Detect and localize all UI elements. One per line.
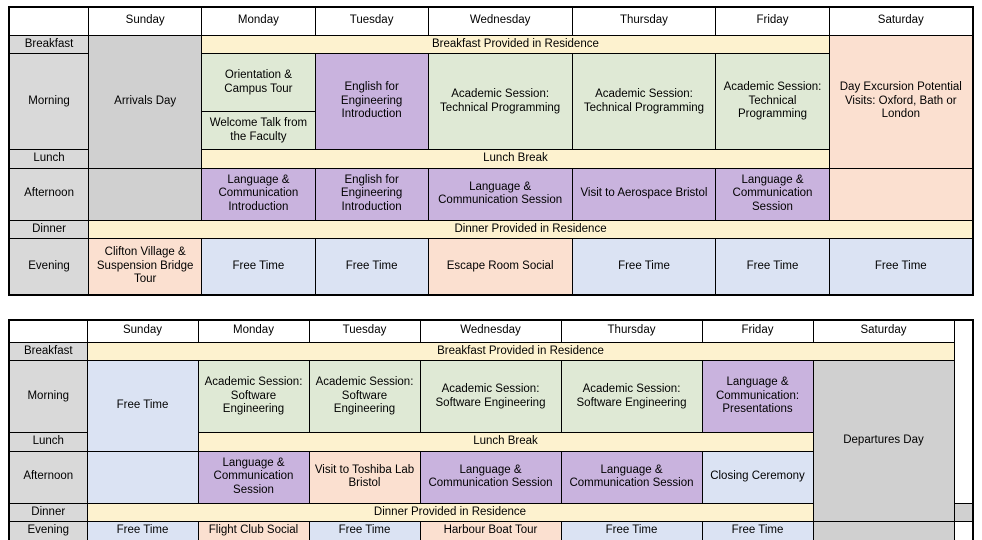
cell-wednesday-morning-software: Academic Session: Software Engineering [420,361,561,433]
afternoon-row [9,168,973,220]
cell-thursday-morning-software: Academic Session: Software Engineering [561,361,702,433]
week-1-schedule-table [8,6,974,296]
cell-tuesday-morning-software: Academic Session: Software Engineering [309,361,420,433]
row-label-afternoon: Afternoon [9,168,89,220]
cell-tuesday-morning-english: English for Engineering Introduction [315,54,428,150]
cell-tuesday-evening-free-2: Free Time [309,522,420,540]
cell-tuesday-evening-free: Free Time [315,239,428,295]
cell-breakfast-provided-2: Breakfast Provided in Residence [87,342,954,361]
breakfast-row [9,35,973,54]
cell-thursday-evening-free-2: Free Time [561,522,702,540]
header-wednesday-2: Wednesday [420,320,561,342]
cell-wednesday-afternoon-language-2: Language & Communication Session [420,451,561,503]
row-label-morning: Morning [9,54,89,150]
cell-dinner-provided-2: Dinner Provided in Residence [87,503,813,522]
cell-monday-evening-free: Free Time [202,239,315,295]
cell-thursday-morning-academic: Academic Session: Technical Programming [572,54,716,150]
cell-friday-evening-free-2: Free Time [702,522,813,540]
cell-tuesday-afternoon-english: English for Engineering Introduction [315,168,428,220]
row-label-lunch: Lunch [9,150,89,169]
cell-wednesday-evening-escape-room: Escape Room Social [428,239,572,295]
row-label-lunch-2: Lunch [9,433,87,452]
cell-saturday-dinner-blank [954,503,973,522]
cell-monday-morning-orientation: Orientation & Campus Tour [202,54,315,112]
cell-saturday-evening-blank-2 [813,522,954,540]
cell-thursday-afternoon-aerospace: Visit to Aerospace Bristol [572,168,716,220]
row-label-breakfast-2: Breakfast [9,342,87,361]
cell-thursday-evening-free: Free Time [572,239,716,295]
header-monday-2: Monday [198,320,309,342]
corner-cell [9,7,89,35]
cell-saturday-evening-free: Free Time [829,239,973,295]
header-tuesday: Tuesday [315,7,428,35]
row-label-evening-2: Evening [9,522,87,540]
header-saturday: Saturday [829,7,973,35]
cell-sunday-free-time-2: Free Time [87,361,198,452]
morning-row-week2 [9,361,973,433]
breakfast-row-2 [9,342,973,361]
cell-monday-evening-flight-club: Flight Club Social [198,522,309,540]
row-label-morning-2: Morning [9,361,87,433]
evening-row [9,239,973,295]
cell-saturday-departures: Departures Day [813,361,954,522]
week-2-schedule-table [8,319,974,540]
cell-saturday-excursion: Day Excursion Potential Visits: Oxford, Bath or London [829,35,973,168]
cell-monday-morning-software: Academic Session: Software Engineering [198,361,309,433]
cell-monday-afternoon-language: Language & Communication Introduction [202,168,315,220]
cell-sunday-evening-clifton: Clifton Village & Suspension Bridge Tour [89,239,202,295]
cell-saturday-afternoon-blank [829,168,973,220]
row-label-afternoon-2: Afternoon [9,451,87,503]
cell-sunday-afternoon-blank [89,168,202,220]
cell-friday-afternoon-closing: Closing Ceremony [702,451,813,503]
cell-friday-morning-presentations: Language & Communication: Presentations [702,361,813,433]
header-thursday-2: Thursday [561,320,702,342]
header-thursday: Thursday [572,7,716,35]
header-friday: Friday [716,7,829,35]
cell-friday-morning-academic: Academic Session: Technical Programming [716,54,829,150]
row-label-dinner: Dinner [9,220,89,239]
cell-thursday-afternoon-language-2: Language & Communication Session [561,451,702,503]
cell-tuesday-afternoon-toshiba: Visit to Toshiba Lab Bristol [309,451,420,503]
cell-wednesday-evening-harbour: Harbour Boat Tour [420,522,561,540]
header-friday-2: Friday [702,320,813,342]
cell-wednesday-morning-academic: Academic Session: Technical Programming [428,54,572,150]
row-label-evening: Evening [9,239,89,295]
row-label-dinner-2: Dinner [9,503,87,522]
cell-friday-evening-free: Free Time [716,239,829,295]
row-label-breakfast: Breakfast [9,35,89,54]
header-saturday-2: Saturday [813,320,954,342]
cell-friday-afternoon-language: Language & Communication Session [716,168,829,220]
cell-lunch-break: Lunch Break [202,150,829,169]
corner-cell-2 [9,320,87,342]
header-sunday-2: Sunday [87,320,198,342]
cell-monday-morning-welcome-talk: Welcome Talk from the Faculty [202,112,315,150]
cell-breakfast-provided: Breakfast Provided in Residence [202,35,829,54]
cell-wednesday-afternoon-language: Language & Communication Session [428,168,572,220]
evening-row-2 [9,522,973,540]
cell-sunday-afternoon-blank-2 [87,451,198,503]
cell-lunch-break-2: Lunch Break [198,433,813,452]
header-monday: Monday [202,7,315,35]
dinner-row [9,220,973,239]
cell-monday-afternoon-language-2: Language & Communication Session [198,451,309,503]
header-tuesday-2: Tuesday [309,320,420,342]
header-sunday: Sunday [89,7,202,35]
cell-sunday-evening-free-2: Free Time [87,522,198,540]
cell-dinner-provided: Dinner Provided in Residence [89,220,973,239]
header-wednesday: Wednesday [428,7,572,35]
cell-sunday-arrivals: Arrivals Day [89,35,202,168]
table-header-row [9,7,973,35]
table-header-row-2 [9,320,973,342]
